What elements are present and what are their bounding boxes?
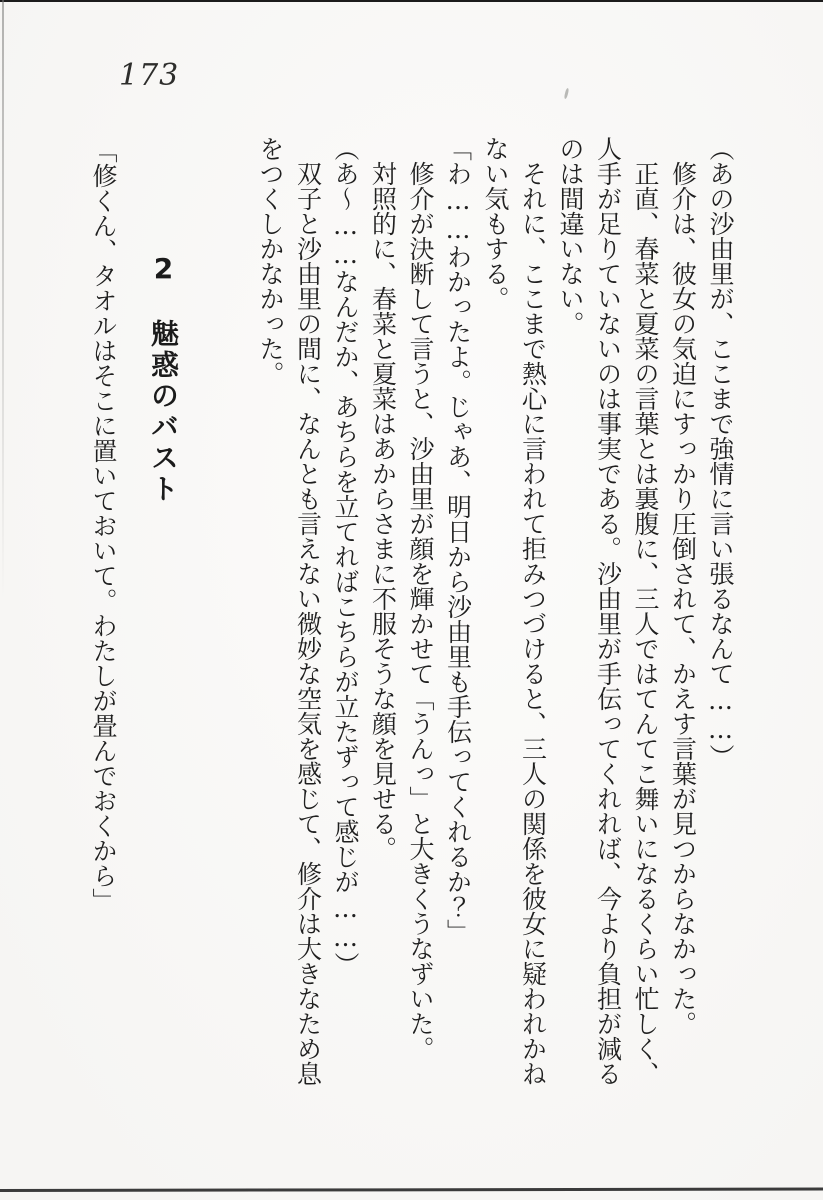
text-column: 人手が足りていないのは事実である。沙由里が手伝ってくれれば、今より負担が減る xyxy=(593,136,623,1086)
body-text xyxy=(252,136,740,1092)
text-column: のは間違いない。 xyxy=(556,136,585,336)
bottom-scan-line xyxy=(0,1188,823,1192)
ink-speck xyxy=(564,88,570,99)
text-column: （あ〜……なんだか、あちらを立てればこちらが立たずって感じが……） xyxy=(331,136,360,977)
left-scan-edge-line xyxy=(2,0,4,600)
text-column: 「わ……わかったよ。じゃあ、明日から沙由里も手伝ってくれるか？」 xyxy=(443,136,473,944)
text-column: ない気もする。 xyxy=(481,136,510,311)
section-opening-line: 「修くん、タオルはそこに置いておいて。わたしが畳んでおくから」 xyxy=(89,138,118,913)
text-column: それに、ここまで熱心に言われて拒みつづけると、三人の関係を彼女に疑われかね xyxy=(518,136,548,1086)
text-column: 修介は、彼女の気迫にすっかり圧倒されて、かえす言葉が見つからなかった。 xyxy=(668,136,698,1036)
text-column: （あの沙由里が、ここまで強情に言い張るなんて……） xyxy=(706,136,735,769)
chapter-heading: 2 魅惑のバスト xyxy=(147,252,180,505)
text-column: 対照的に、春菜と夏菜はあからさまに不服そうな顔を見せる。 xyxy=(368,136,398,861)
page-number: 173 xyxy=(119,58,180,93)
text-column: 双子と沙由里の間に、なんとも言えない微妙な空気を感じて、修介は大きなため息 xyxy=(293,136,323,1086)
text-column: 修介が決断して言うと、沙由里が顔を輝かせて「うんっ」と大きくうなずいた。 xyxy=(406,136,435,1061)
top-scan-edge-line xyxy=(0,0,823,2)
text-column: 正直、春菜と夏菜の言葉とは裏腹に、三人ではてんてこ舞いになるくらい忙しく、 xyxy=(631,136,660,1086)
text-column: をつくしかなかった。 xyxy=(256,136,285,386)
